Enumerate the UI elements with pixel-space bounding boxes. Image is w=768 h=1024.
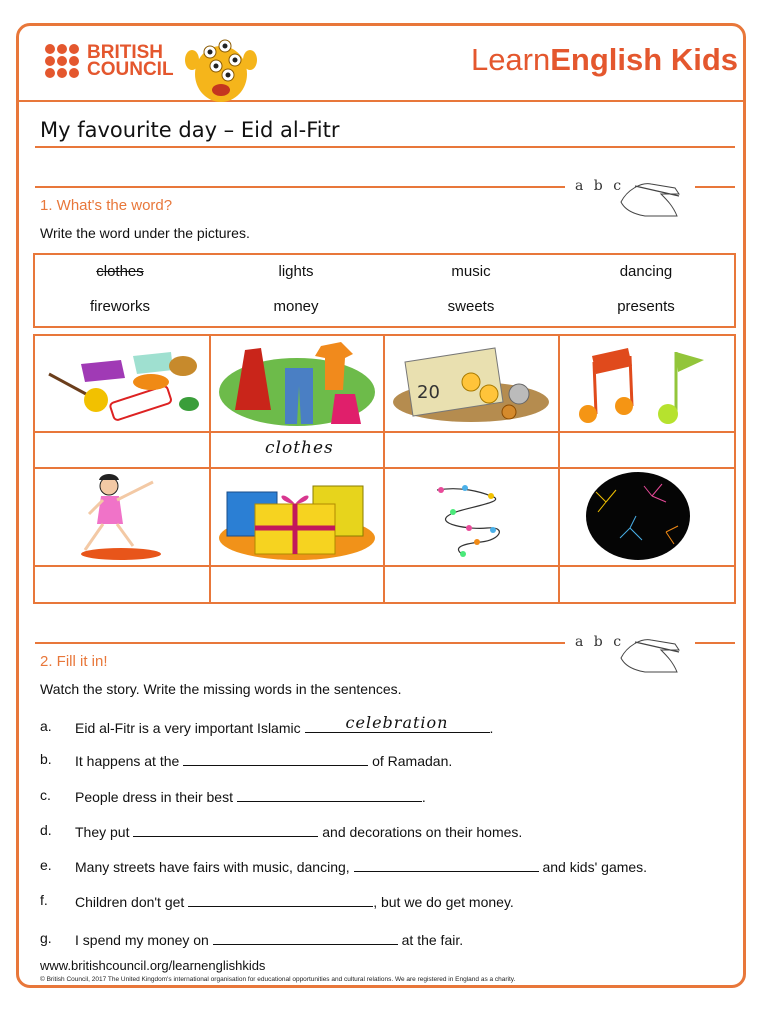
money-picture — [391, 342, 551, 426]
sentence-before: People dress in their best — [75, 789, 237, 805]
monster-mascot-icon — [180, 30, 262, 108]
sentence-after: and kids' games. — [538, 859, 648, 875]
section1-instruction: Write the word under the pictures. — [40, 225, 250, 241]
sentence-after: . — [421, 789, 426, 805]
header-divider — [19, 100, 745, 102]
learnenglish-kids-logo — [471, 42, 738, 78]
sentence-text — [75, 787, 426, 805]
sentence-label: f. — [40, 892, 48, 908]
sentence-after: of Ramadan. — [368, 753, 453, 769]
word-music: music — [451, 263, 491, 280]
brand-line1: BRITISH — [87, 42, 163, 63]
music-picture — [566, 342, 730, 428]
sentence-after: and decorations on their homes. — [318, 824, 523, 840]
sentence-text — [75, 857, 647, 875]
fireworks-picture — [566, 472, 730, 562]
sentence-before: They put — [75, 824, 134, 840]
word-lights: lights — [278, 263, 314, 280]
logo-dots-icon — [45, 44, 79, 78]
writing-hand-icon — [615, 172, 685, 218]
section1-heading: 1. What's the word? — [40, 197, 173, 214]
section1-abc: a b c — [575, 178, 625, 194]
writing-hand-icon-2 — [615, 628, 685, 674]
brand-line2: COUNCIL — [87, 59, 174, 80]
section2-heading: 2. Fill it in! — [40, 653, 108, 670]
page-title: My favourite day – Eid al-Fitr — [40, 118, 340, 142]
sentence-label: b. — [40, 751, 52, 767]
word-presents: presents — [617, 298, 675, 315]
word-sweets: sweets — [447, 298, 495, 315]
sentence-text — [75, 892, 514, 910]
clothes-picture — [217, 340, 377, 428]
section1-divider — [35, 186, 565, 188]
picture-grid — [33, 334, 736, 604]
title-underline — [35, 146, 735, 148]
british-council-logo — [45, 44, 174, 78]
answer-blank[interactable] — [305, 713, 490, 733]
sentence-label: g. — [40, 930, 52, 946]
section2-instruction: Watch the story. Write the missing words in the sentences. — [40, 681, 402, 697]
answer-clothes[interactable]: clothes — [265, 438, 334, 458]
sentence-before: It happens at the — [75, 753, 184, 769]
sentence-before: Children don't get — [75, 894, 189, 910]
word-bank — [33, 253, 736, 328]
word-dancing: dancing — [619, 263, 673, 280]
section2-divider — [35, 642, 565, 644]
section2-divider-right — [695, 642, 735, 644]
word-fireworks: fireworks — [89, 298, 150, 315]
sentence-label: a. — [40, 718, 52, 734]
answer-blank[interactable] — [183, 751, 368, 766]
answer-blank[interactable] — [237, 787, 422, 802]
sentence-text — [75, 930, 463, 948]
sentence-before: I spend my money on — [75, 932, 213, 948]
sentence-after: . — [489, 720, 494, 736]
sweets-picture — [41, 344, 201, 424]
sentence-text — [75, 751, 452, 769]
word-money: money — [273, 298, 319, 315]
sentence-after: at the fair. — [397, 932, 464, 948]
section2-abc: a b c — [575, 634, 625, 650]
footer-copyright: © British Council, 2017 The United Kingdom's international organisation for educational opportunities and cultural relations. We are registered in England as a charity. — [40, 976, 516, 983]
sentence-after: , but we do get money. — [373, 894, 514, 910]
answer-text: celebration — [345, 713, 449, 732]
footer-url[interactable]: www.britishcouncil.org/learnenglishkids — [40, 958, 266, 973]
section1-divider-right — [695, 186, 735, 188]
answer-blank[interactable] — [354, 857, 539, 872]
lights-picture — [391, 472, 551, 562]
sentence-text — [75, 822, 522, 840]
word-clothes: clothes — [96, 263, 144, 280]
sentence-label: c. — [40, 787, 51, 803]
answer-blank[interactable] — [213, 930, 398, 945]
logo-learn: Learn — [470, 42, 551, 77]
answer-blank[interactable] — [188, 892, 373, 907]
sentence-label: d. — [40, 822, 52, 838]
logo-english-kids: English Kids — [550, 42, 738, 77]
svg-text:20: 20 — [417, 382, 440, 403]
sentence-before: Many streets have fairs with music, dancing, — [75, 859, 354, 875]
sentence-label: e. — [40, 857, 52, 873]
dancing-picture — [41, 472, 201, 562]
sentence-before: Eid al-Fitr is a very important Islamic — [75, 720, 305, 736]
answer-blank[interactable] — [133, 822, 318, 837]
sentence-text — [75, 713, 494, 736]
presents-picture — [217, 472, 377, 562]
